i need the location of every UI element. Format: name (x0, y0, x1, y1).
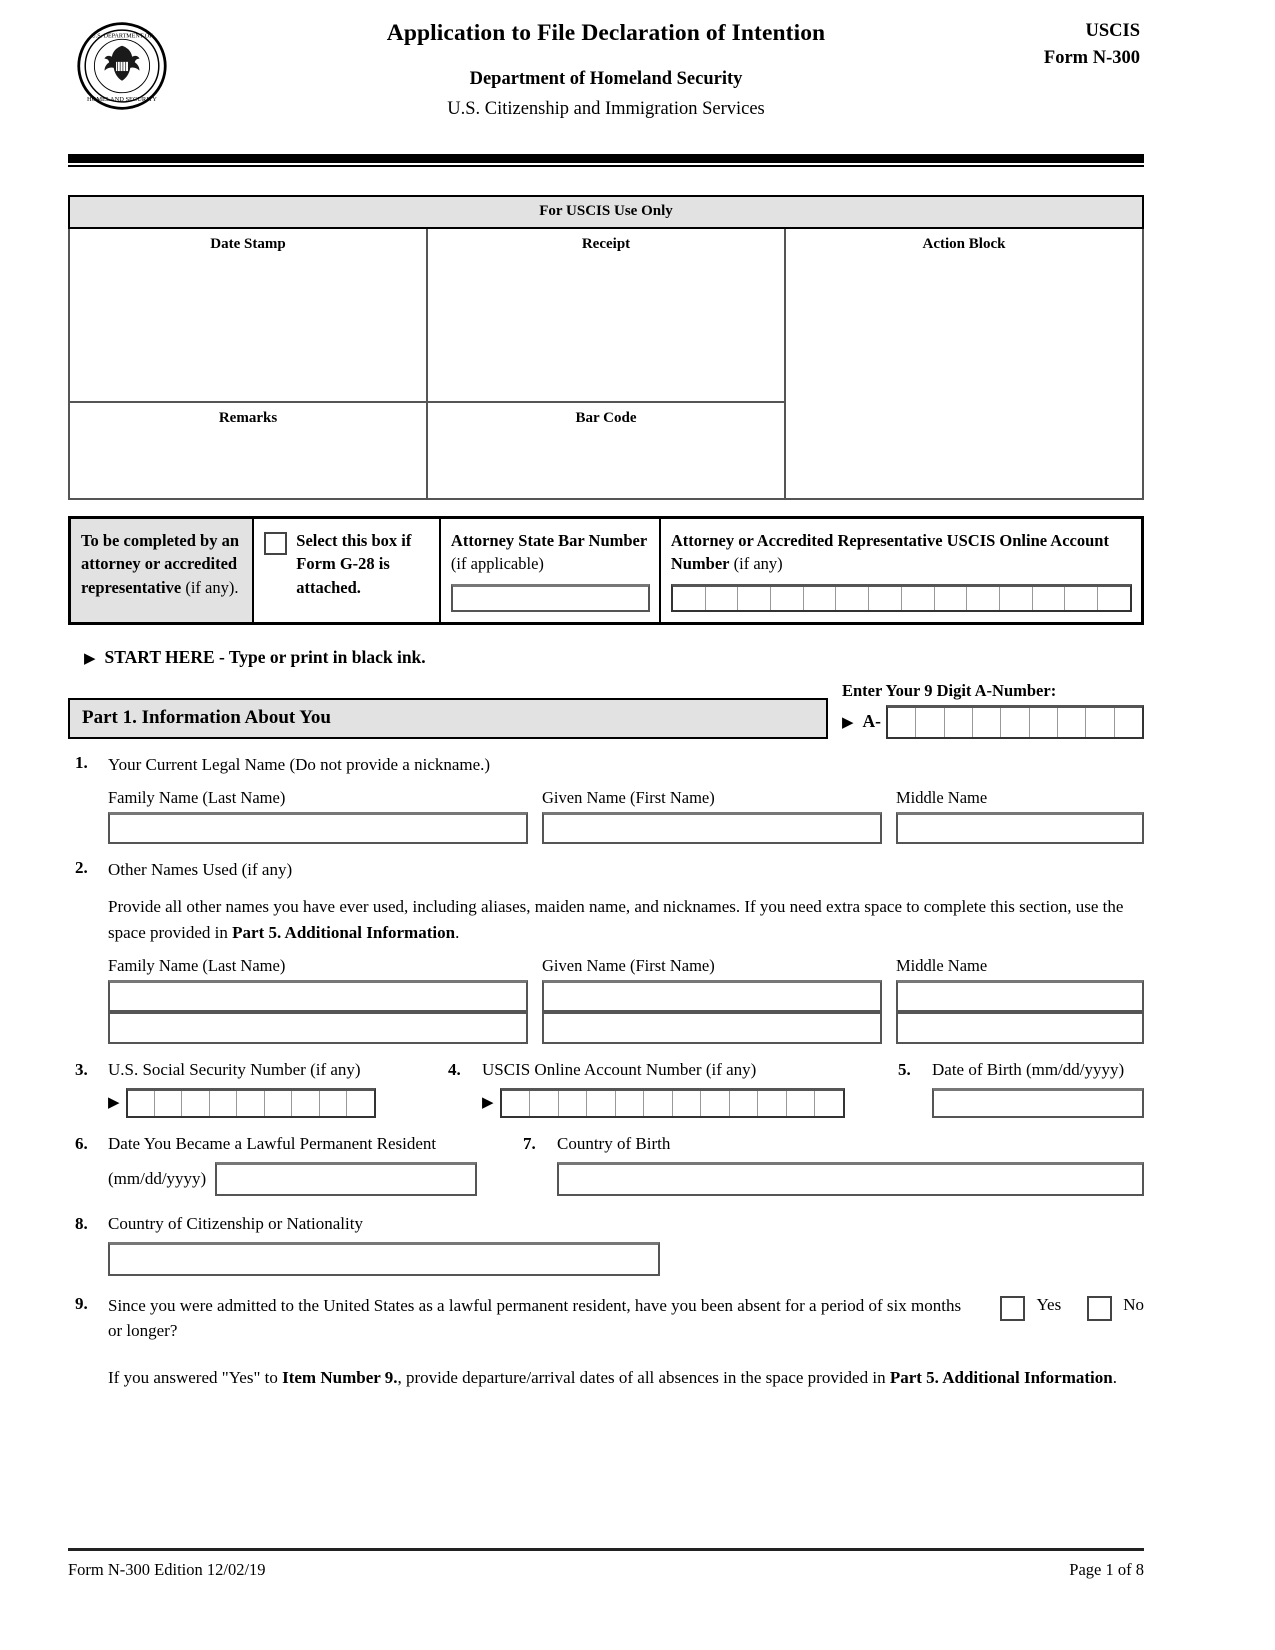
item-7-label: Country of Birth (557, 1134, 671, 1154)
attorney-online-account-field (661, 519, 1141, 622)
grid-cell[interactable] (155, 1091, 182, 1116)
item-2-middle-name-input-1[interactable] (896, 980, 1144, 1012)
grid-cell[interactable] (902, 587, 935, 610)
item-3-number: 3. (75, 1060, 88, 1080)
header-agency: U.S. Citizenship and Immigration Services (447, 99, 765, 119)
triangle-pointer-icon: ▶ (482, 1094, 494, 1111)
item-2-family-name-input-1[interactable] (108, 980, 528, 1012)
attorney-section (68, 516, 1144, 625)
grid-cell[interactable] (706, 587, 739, 610)
bar-code-cell: Bar Code (427, 402, 785, 499)
item-9-no-option[interactable] (1087, 1294, 1144, 1343)
svg-text:U.S. DEPARTMENT OF: U.S. DEPARTMENT OF (91, 33, 153, 40)
grid-cell[interactable] (945, 708, 973, 737)
grid-cell[interactable] (237, 1091, 264, 1116)
anumber-label: Enter Your 9 Digit A-Number: (842, 680, 1057, 700)
item-2-given-name-field (542, 956, 882, 1044)
start-here-text: START HERE - Type or print in black ink. (104, 646, 426, 667)
item-4-online-account-input[interactable] (500, 1088, 845, 1118)
grid-cell[interactable] (559, 1091, 588, 1116)
grid-cell[interactable] (1115, 708, 1142, 737)
attorney-instruction-regular: (if any). (181, 577, 239, 597)
attorney-instruction-bold: To be completed by an attorney or accredited representative (81, 531, 239, 597)
item-5-number: 5. (898, 1060, 911, 1080)
grid-cell[interactable] (701, 1091, 730, 1116)
header-uscis-label: USCIS (1085, 21, 1140, 41)
item-1-given-name-label: Given Name (First Name) (542, 788, 715, 808)
item-2-family-name-label: Family Name (Last Name) (108, 956, 286, 976)
attorney-online-account-input[interactable] (671, 584, 1132, 612)
item-3 (68, 1060, 448, 1118)
grid-cell[interactable] (1001, 708, 1029, 737)
item-8-number: 8. (75, 1214, 88, 1234)
item-5-date-of-birth-input[interactable] (932, 1088, 1144, 1118)
item-1-name-row (108, 788, 1144, 844)
item-1-question: Your Current Legal Name (Do not provide a nickname.) (108, 754, 491, 774)
grid-cell[interactable] (530, 1091, 559, 1116)
item-9-note-part1: If you answered "Yes" to (108, 1368, 283, 1388)
item-1 (68, 753, 1144, 845)
grid-cell[interactable] (210, 1091, 237, 1116)
item-9-yes-label: Yes (1036, 1295, 1062, 1315)
header-form-id (1044, 18, 1140, 72)
attorney-online-account-label-bold: Attorney or Accredited Representative USCIS Online Account Number (670, 531, 1109, 574)
grid-cell[interactable] (1086, 708, 1114, 737)
grid-cell[interactable] (973, 708, 1001, 737)
grid-cell[interactable] (347, 1091, 373, 1116)
item-2-given-name-label: Given Name (First Name) (542, 956, 715, 976)
item-2-given-name-input-2[interactable] (542, 1012, 882, 1044)
grid-cell[interactable] (935, 587, 968, 610)
grid-cell[interactable] (616, 1091, 645, 1116)
item-4-number: 4. (448, 1060, 461, 1080)
grid-cell[interactable] (1000, 587, 1033, 610)
item-7-number: 7. (523, 1134, 536, 1154)
form-header (68, 0, 1144, 146)
g28-checkbox-row[interactable] (254, 519, 441, 622)
svg-text:HOMELAND SECURITY: HOMELAND SECURITY (87, 95, 157, 103)
attorney-instruction (71, 519, 254, 622)
item-4 (448, 1060, 898, 1118)
item-8-label: Country of Citizenship or Nationality (108, 1214, 363, 1234)
g28-checkbox-label: Select this box if Form G-28 is attached. (296, 531, 412, 597)
date-stamp-cell: Date Stamp (69, 228, 427, 402)
header-rule-thin (68, 165, 1144, 167)
item-3-label: U.S. Social Security Number (if any) (108, 1060, 361, 1080)
uscis-use-only-table (68, 195, 1144, 500)
item-9-no-checkbox[interactable] (1087, 1296, 1112, 1321)
item-2-middle-name-input-2[interactable] (896, 1012, 1144, 1044)
item-9-number: 9. (75, 1294, 88, 1314)
item-7-country-of-birth-input[interactable] (557, 1162, 1144, 1196)
item-4-input-row (482, 1088, 898, 1118)
item-9-note-part3: . (1112, 1368, 1117, 1388)
item-1-given-name-input[interactable] (542, 812, 882, 844)
item-2-instruction (108, 894, 1144, 945)
attorney-state-bar-input[interactable] (451, 584, 650, 612)
attorney-state-bar-label (451, 529, 650, 576)
grid-cell[interactable] (1030, 708, 1058, 737)
item-1-family-name-field (108, 788, 528, 844)
item-2-name-row (108, 956, 1144, 1044)
triangle-pointer-icon: ▶ (108, 1094, 120, 1111)
item-6-number: 6. (75, 1134, 88, 1154)
grid-cell[interactable] (967, 587, 1000, 610)
anumber-input[interactable] (886, 705, 1144, 739)
grid-cell[interactable] (587, 1091, 616, 1116)
item-7 (523, 1134, 1144, 1196)
item-2-instruction-part1: Provide all other names you have ever used, including aliases, maiden name, and nicknames. If you need extra space to complete this section, use the space provided in (108, 897, 1124, 942)
item-3-ssn-input[interactable] (126, 1088, 376, 1118)
grid-cell[interactable] (1058, 708, 1086, 737)
item-5-label: Date of Birth (mm/dd/yyyy) (932, 1060, 1125, 1080)
item-9-note-part2: , provide departure/arrival dates of all absences in the space provided in (397, 1368, 890, 1388)
attorney-state-bar-field (441, 519, 661, 622)
grid-cell[interactable] (292, 1091, 319, 1116)
grid-cell[interactable] (644, 1091, 673, 1116)
header-form-number: Form N-300 (1043, 47, 1140, 68)
grid-cell[interactable] (730, 1091, 759, 1116)
item-4-label: USCIS Online Account Number (if any) (482, 1060, 757, 1080)
item-1-middle-name-field (896, 788, 1144, 844)
receipt-cell: Receipt (427, 228, 785, 402)
item-1-family-name-label: Family Name (Last Name) (108, 788, 286, 808)
grid-cell[interactable] (673, 1091, 702, 1116)
grid-cell[interactable] (804, 587, 837, 610)
header-titles (68, 20, 1144, 120)
grid-cell[interactable] (916, 708, 944, 737)
grid-cell[interactable] (128, 1091, 155, 1116)
grid-cell[interactable] (1065, 587, 1098, 610)
item-6-label: Date You Became a Lawful Permanent Resident (108, 1134, 437, 1154)
header-department: Department of Homeland Security (469, 69, 743, 89)
dhs-seal-icon (76, 20, 168, 112)
anumber-block (828, 681, 1144, 739)
item-9-note-bold1: Item Number 9. (282, 1368, 398, 1388)
grid-cell[interactable] (265, 1091, 292, 1116)
item-9-yes-option[interactable] (1000, 1294, 1061, 1343)
item-2-given-name-input-1[interactable] (542, 980, 882, 1012)
grid-cell[interactable] (787, 1091, 816, 1116)
form-footer (68, 1548, 1144, 1580)
page-title: Application to File Declaration of Intention (386, 20, 826, 46)
grid-cell[interactable] (771, 587, 804, 610)
item-3-input-row (108, 1088, 448, 1118)
item-9-no-label: No (1123, 1295, 1144, 1315)
grid-cell[interactable] (758, 1091, 787, 1116)
item-6-input-row (108, 1162, 523, 1196)
item-2-instruction-part2: . (455, 922, 460, 942)
items-3-4-5-row (68, 1060, 1144, 1118)
attorney-state-bar-label-bold: Attorney State Bar Number (450, 531, 648, 550)
item-8-country-of-citizenship-input[interactable] (108, 1242, 660, 1276)
item-6 (68, 1134, 523, 1196)
item-1-family-name-input[interactable] (108, 812, 528, 844)
grid-cell[interactable] (815, 1091, 843, 1116)
item-1-number: 1. (75, 752, 88, 772)
item-2-middle-name-field (896, 956, 1144, 1044)
item-5 (898, 1060, 1144, 1118)
grid-cell[interactable] (1033, 587, 1066, 610)
item-2-question: Other Names Used (if any) (108, 860, 293, 880)
item-9-note-bold2: Part 5. Additional Information (889, 1368, 1113, 1388)
item-1-middle-name-label: Middle Name (896, 788, 988, 808)
grid-cell[interactable] (320, 1091, 347, 1116)
grid-cell[interactable] (673, 587, 706, 610)
uscis-use-only-heading: For USCIS Use Only (69, 196, 1143, 228)
item-1-middle-name-input[interactable] (896, 812, 1144, 844)
item-2-middle-name-label: Middle Name (896, 956, 988, 976)
grid-cell[interactable] (869, 587, 902, 610)
header-rule-thick (68, 154, 1144, 163)
g28-checkbox[interactable] (264, 532, 287, 555)
attorney-online-account-label-note: (if any) (729, 554, 783, 574)
grid-cell[interactable] (738, 587, 771, 610)
item-2-instruction-bold: Part 5. Additional Information (232, 922, 456, 942)
items-6-7-row (68, 1134, 1144, 1196)
footer-form-edition: Form N-300 Edition 12/02/19 (68, 1560, 266, 1579)
item-6-format-label: (mm/dd/yyyy) (108, 1169, 207, 1189)
footer-page-number: Page 1 of 8 (1069, 1560, 1144, 1579)
triangle-pointer-icon: ▶ (84, 650, 96, 667)
attorney-online-account-label (671, 529, 1132, 576)
item-9-question: Since you were admitted to the United States as a lawful permanent resident, have you been absent for a period of six months or longer? (108, 1296, 962, 1340)
grid-cell[interactable] (502, 1091, 531, 1116)
part1-header-row (68, 681, 1144, 739)
item-9 (68, 1294, 1144, 1391)
item-2-family-name-input-2[interactable] (108, 1012, 528, 1044)
action-block-cell: Action Block (785, 228, 1143, 499)
item-1-given-name-field (542, 788, 882, 844)
item-2-number: 2. (75, 858, 88, 878)
anumber-prefix-text: A- (862, 711, 882, 732)
item-9-note (108, 1365, 1144, 1391)
item-2-family-name-field (108, 956, 528, 1044)
remarks-cell: Remarks (69, 402, 427, 499)
item-2 (68, 858, 1144, 1044)
attorney-state-bar-label-note: (if applicable) (450, 554, 544, 574)
anumber-row (842, 705, 1144, 739)
anumber-prefix (842, 711, 881, 732)
grid-cell[interactable] (888, 708, 916, 737)
grid-cell[interactable] (1098, 587, 1130, 610)
grid-cell[interactable] (182, 1091, 209, 1116)
triangle-pointer-icon: ▶ (842, 715, 854, 732)
form-sheet (68, 0, 1144, 1391)
item-6-date-input[interactable] (215, 1162, 477, 1196)
part1-title: Part 1. Information About You (68, 698, 828, 739)
grid-cell[interactable] (836, 587, 869, 610)
start-here-instruction (68, 647, 1144, 668)
item-9-yes-checkbox[interactable] (1000, 1296, 1025, 1321)
item-8 (68, 1214, 1144, 1276)
